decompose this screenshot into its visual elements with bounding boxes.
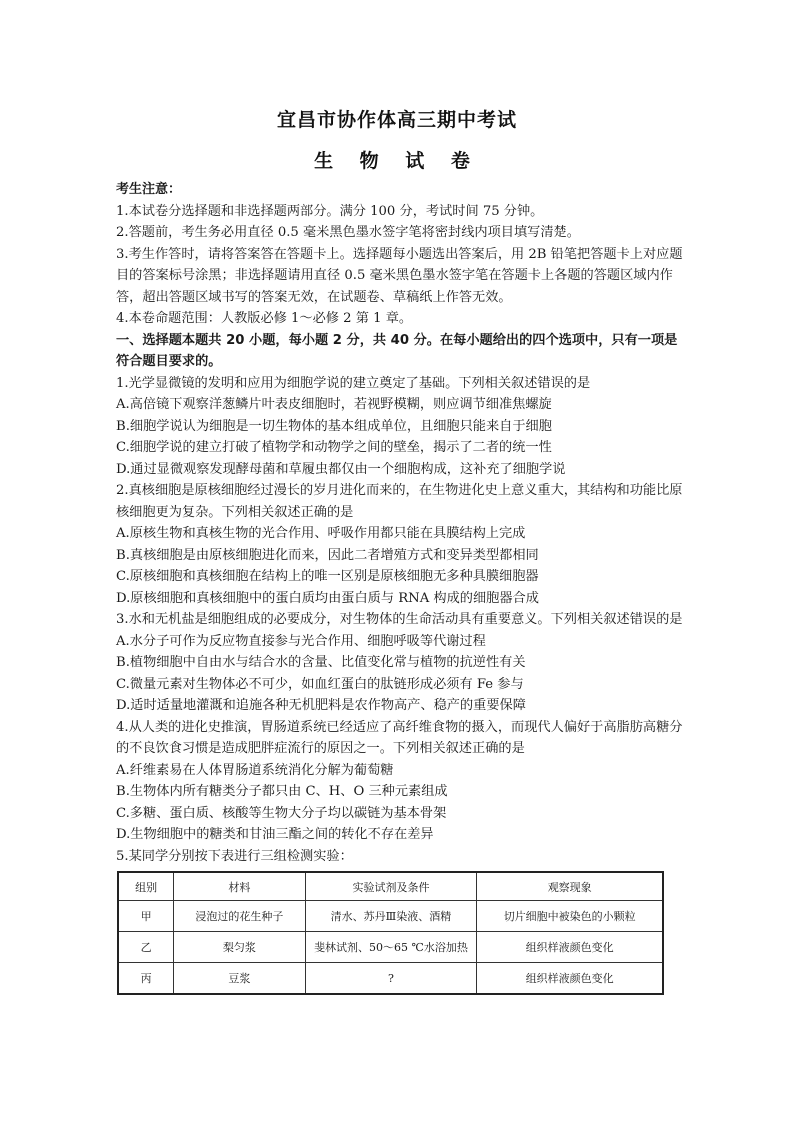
question-1-option-c: C.细胞学说的建立打破了植物学和动物学之间的壁垒，揭示了二者的统一性 xyxy=(116,440,552,455)
table-cell: 组织样液颜色变化 xyxy=(477,932,663,963)
table-row xyxy=(118,901,663,932)
exam-body xyxy=(116,179,684,867)
question-3-option-d: D.适时适量地灌溉和追施各种无机肥料是农作物高产、稳产的重要保障 xyxy=(116,698,526,713)
table-cell: 斐林试剂、50～65 ℃水浴加热 xyxy=(305,932,477,963)
table-row xyxy=(118,932,663,963)
question-3-option-b: B.植物细胞中自由水与结合水的含量、比值变化常与植物的抗逆性有关 xyxy=(116,655,526,670)
question-4-option-b: B.生物体内所有糖类分子都只由 C、H、O 三种元素组成 xyxy=(116,784,448,799)
question-2-option-c: C.原核细胞和真核细胞在结构上的唯一区别是原核细胞无多种具膜细胞器 xyxy=(116,569,539,584)
table-cell: 清水、苏丹Ⅲ染液、酒精 xyxy=(305,901,477,932)
question-3-stem: 3.水和无机盐是细胞组成的必要成分，对生物体的生命活动具有重要意义。下列相关叙述错误的是 xyxy=(116,612,683,627)
subject-title: 生 物 试 卷 xyxy=(314,150,480,172)
question-4-stem: 4.从人类的进化史推演，胃肠道系统已经适应了高纤维食物的摄入，而现代人偏好于高脂肪高糖分的不良饮食习惯是造成肥胖症流行的原因之一。下列相关叙述正确的是 xyxy=(116,719,683,756)
table-header-reagent: 实验试剂及条件 xyxy=(305,872,477,901)
table-cell: 甲 xyxy=(118,901,174,932)
notice-item-4: 4.本卷命题范围：人教版必修 1～必修 2 第 1 章。 xyxy=(116,311,413,326)
table-cell: 组织样液颜色变化 xyxy=(477,963,663,995)
table-header-material: 材料 xyxy=(174,872,305,901)
table-cell: 浸泡过的花生种子 xyxy=(174,901,305,932)
experiment-table xyxy=(117,871,664,995)
question-3-option-a: A.水分子可作为反应物直接参与光合作用、细胞呼吸等代谢过程 xyxy=(116,633,486,649)
table-header-group: 组别 xyxy=(118,872,174,901)
table-cell: ? xyxy=(305,963,477,995)
table-cell: 乙 xyxy=(118,932,174,963)
question-2-option-d: D.原核细胞和真核细胞中的蛋白质均由蛋白质与 RNA 构成的细胞器合成 xyxy=(116,590,539,606)
table-cell: 豆浆 xyxy=(174,963,305,995)
table-header-row xyxy=(118,872,663,901)
question-2-stem: 2.真核细胞是原核细胞经过漫长的岁月进化而来的，在生物进化史上意义重大，其结构和功能比原核细胞更为复杂。下列相关叙述正确的是 xyxy=(116,483,683,520)
question-4-option-a: A.纤维素易在人体胃肠道系统消化分解为葡萄糖 xyxy=(116,762,394,778)
notice-heading: 考生注意： xyxy=(116,182,182,197)
question-1-stem: 1.光学显微镜的发明和应用为细胞学说的建立奠定了基础。下列相关叙述错误的是 xyxy=(116,375,591,391)
question-1-option-d: D.通过显微观察发现酵母菌和草履虫都仅由一个细胞构成，这补充了细胞学说 xyxy=(116,461,566,477)
question-5-stem: 5.某同学分别按下表进行三组检测实验： xyxy=(116,848,353,864)
exam-title: 宜昌市协作体高三期中考试 xyxy=(276,109,517,131)
table-cell: 丙 xyxy=(118,963,174,995)
notice-item-2: 2.答题前，考生务必用直径 0.5 毫米黑色墨水签字笔将密封线内项目填写清楚。 xyxy=(116,225,580,240)
notice-item-3: 3.考生作答时，请将答案答在答题卡上。选择题每小题选出答案后，用 2B 铅笔把答题卡上对应题目的答案标号涂黑；非选择题请用直径 0.5 毫米黑色墨水签字笔在答题卡上各题的答题区域内作答，超出答题区域书写的答案无效，在试题卷、草稿纸上作答无效。 xyxy=(116,246,683,305)
table-cell: 切片细胞中被染色的小颗粒 xyxy=(477,901,663,932)
section-heading: 一、选择题本题共 20 小题，每小题 2 分，共 40 分。在每小题给出的四个选项中，只有一项是符合题目要求的。 xyxy=(116,332,678,369)
question-2-option-b: B.真核细胞是由原核细胞进化而来，因此二者增殖方式和变异类型都相同 xyxy=(116,547,539,563)
question-2-option-a: A.原核生物和真核生物的光合作用、呼吸作用都只能在具膜结构上完成 xyxy=(116,526,526,541)
question-4-option-d: D.生物细胞中的糖类和甘油三酯之间的转化不存在差异 xyxy=(116,827,434,842)
question-3-option-c: C.微量元素对生物体必不可少，如血红蛋白的肽链形成必须有 Fe 参与 xyxy=(116,676,524,692)
question-4-option-c: C.多糖、蛋白质、核酸等生物大分子均以碳链为基本骨架 xyxy=(116,805,447,821)
question-1-option-a: A.高倍镜下观察洋葱鳞片叶表皮细胞时，若视野模糊，则应调节细准焦螺旋 xyxy=(116,397,552,412)
notice-item-1: 1.本试卷分选择题和非选择题两部分。满分 100 分，考试时间 75 分钟。 xyxy=(116,203,544,219)
table-row xyxy=(118,963,663,995)
table-header-observation: 观察现象 xyxy=(477,872,663,901)
question-1-option-b: B.细胞学说认为细胞是一切生物体的基本组成单位，且细胞只能来自于细胞 xyxy=(116,418,552,434)
table-cell: 梨匀浆 xyxy=(174,932,305,963)
